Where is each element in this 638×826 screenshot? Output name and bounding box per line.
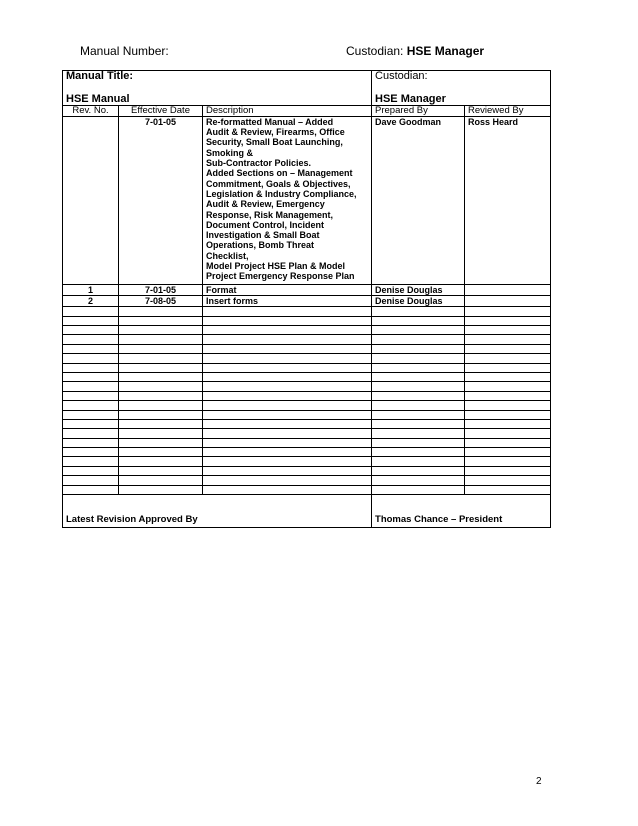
table-row bbox=[63, 284, 551, 295]
empty-row bbox=[63, 429, 551, 438]
empty-cell bbox=[203, 307, 372, 316]
empty-cell bbox=[372, 391, 465, 400]
effective-date-cell: 7-01-05 bbox=[119, 116, 203, 284]
empty-cell bbox=[372, 344, 465, 353]
empty-cell bbox=[372, 448, 465, 457]
empty-cell bbox=[63, 307, 119, 316]
rev-no-cell bbox=[63, 116, 119, 284]
empty-cell bbox=[203, 344, 372, 353]
column-header: Description bbox=[203, 105, 372, 116]
manual-title-value: HSE Manual bbox=[66, 93, 130, 106]
empty-cell bbox=[119, 335, 203, 344]
empty-cell bbox=[372, 363, 465, 372]
empty-row bbox=[63, 307, 551, 316]
empty-row bbox=[63, 457, 551, 466]
empty-cell bbox=[63, 485, 119, 494]
empty-row bbox=[63, 438, 551, 447]
empty-cell bbox=[203, 316, 372, 325]
empty-cell bbox=[465, 466, 551, 475]
empty-cell bbox=[119, 391, 203, 400]
empty-cell bbox=[465, 363, 551, 372]
empty-cell bbox=[203, 401, 372, 410]
empty-cell bbox=[63, 401, 119, 410]
empty-row bbox=[63, 354, 551, 363]
column-header: Effective Date bbox=[119, 105, 203, 116]
empty-cell bbox=[119, 410, 203, 419]
empty-cell bbox=[465, 344, 551, 353]
table-row bbox=[63, 116, 551, 284]
empty-cell bbox=[203, 391, 372, 400]
reviewed-by-cell: Ross Heard bbox=[465, 116, 551, 284]
description-line: Project Emergency Response Plan bbox=[206, 271, 355, 282]
table-row bbox=[63, 295, 551, 306]
custodian-value: HSE Manager bbox=[375, 93, 446, 106]
empty-cell bbox=[203, 419, 372, 428]
description-cell: Format bbox=[203, 284, 372, 295]
empty-cell bbox=[372, 326, 465, 335]
empty-cell bbox=[203, 382, 372, 391]
custodian-cell bbox=[372, 71, 551, 106]
custodian-header-label: Custodian: bbox=[346, 44, 404, 58]
empty-cell bbox=[63, 476, 119, 485]
description-cell bbox=[203, 116, 372, 284]
empty-cell bbox=[372, 419, 465, 428]
empty-cell bbox=[203, 476, 372, 485]
prepared-by-cell: Denise Douglas bbox=[372, 284, 465, 295]
empty-cell bbox=[119, 476, 203, 485]
custodian-label: Custodian: bbox=[375, 70, 428, 82]
description-line: Re-formatted Manual – Added bbox=[206, 116, 334, 127]
description-line: Smoking & bbox=[206, 147, 254, 158]
empty-cell bbox=[203, 354, 372, 363]
empty-cell bbox=[63, 363, 119, 372]
empty-cell bbox=[203, 457, 372, 466]
empty-row bbox=[63, 335, 551, 344]
empty-cell bbox=[203, 429, 372, 438]
empty-cell bbox=[372, 466, 465, 475]
approval-row bbox=[63, 495, 551, 528]
rev-no-cell: 2 bbox=[63, 295, 119, 306]
empty-cell bbox=[372, 485, 465, 494]
reviewed-by-cell bbox=[465, 295, 551, 306]
empty-cell bbox=[63, 326, 119, 335]
empty-cell bbox=[465, 354, 551, 363]
description-line: Model Project HSE Plan & Model bbox=[206, 261, 346, 272]
empty-cell bbox=[119, 429, 203, 438]
description-line: Legislation & Industry Compliance, bbox=[206, 188, 357, 199]
empty-cell bbox=[119, 354, 203, 363]
empty-row bbox=[63, 316, 551, 325]
empty-cell bbox=[465, 419, 551, 428]
empty-cell bbox=[63, 354, 119, 363]
empty-cell bbox=[465, 391, 551, 400]
empty-row bbox=[63, 363, 551, 372]
description-line: Response, Risk Management, bbox=[206, 209, 334, 220]
empty-cell bbox=[119, 363, 203, 372]
empty-cell bbox=[63, 335, 119, 344]
empty-cell bbox=[465, 382, 551, 391]
manual-number-label: Manual Number: bbox=[80, 44, 169, 58]
empty-cell bbox=[63, 382, 119, 391]
empty-cell bbox=[63, 457, 119, 466]
empty-cell bbox=[63, 419, 119, 428]
page-header bbox=[80, 44, 552, 58]
empty-cell bbox=[203, 372, 372, 381]
empty-cell bbox=[372, 429, 465, 438]
column-header: Prepared By bbox=[372, 105, 465, 116]
empty-cell bbox=[203, 485, 372, 494]
approval-label: Latest Revision Approved By bbox=[63, 495, 372, 528]
page-number: 2 bbox=[536, 776, 542, 787]
column-header: Rev. No. bbox=[63, 105, 119, 116]
empty-cell bbox=[119, 438, 203, 447]
empty-cell bbox=[119, 344, 203, 353]
empty-cell bbox=[203, 438, 372, 447]
empty-cell bbox=[63, 410, 119, 419]
empty-cell bbox=[465, 485, 551, 494]
description-line: Investigation & Small Boat bbox=[206, 230, 320, 241]
manual-title-label: Manual Title: bbox=[66, 70, 134, 82]
empty-row bbox=[63, 382, 551, 391]
empty-row bbox=[63, 485, 551, 494]
empty-row bbox=[63, 419, 551, 428]
empty-cell bbox=[63, 438, 119, 447]
empty-cell bbox=[465, 448, 551, 457]
rev-no-cell: 1 bbox=[63, 284, 119, 295]
empty-cell bbox=[372, 335, 465, 344]
empty-cell bbox=[372, 438, 465, 447]
empty-cell bbox=[203, 448, 372, 457]
empty-row bbox=[63, 401, 551, 410]
description-line: Sub-Contractor Policies. bbox=[206, 158, 312, 169]
empty-row bbox=[63, 326, 551, 335]
description-line: Added Sections on – Management bbox=[206, 168, 353, 179]
empty-row bbox=[63, 476, 551, 485]
empty-cell bbox=[465, 335, 551, 344]
title-row bbox=[63, 71, 551, 106]
empty-cell bbox=[119, 316, 203, 325]
custodian-header-value: HSE Manager bbox=[406, 44, 485, 58]
empty-cell bbox=[119, 401, 203, 410]
prepared-by-cell: Dave Goodman bbox=[372, 116, 465, 284]
description-line: Document Control, Incident bbox=[206, 219, 324, 230]
empty-cell bbox=[372, 354, 465, 363]
empty-row bbox=[63, 466, 551, 475]
empty-row bbox=[63, 410, 551, 419]
empty-cell bbox=[465, 401, 551, 410]
empty-cell bbox=[63, 372, 119, 381]
empty-cell bbox=[372, 410, 465, 419]
empty-cell bbox=[465, 307, 551, 316]
empty-cell bbox=[63, 391, 119, 400]
description-line: Commitment, Goals & Objectives, bbox=[206, 178, 351, 189]
custodian-header bbox=[346, 44, 484, 58]
empty-cell bbox=[63, 466, 119, 475]
revision-table bbox=[62, 70, 551, 528]
empty-cell bbox=[465, 316, 551, 325]
empty-row bbox=[63, 391, 551, 400]
empty-cell bbox=[465, 410, 551, 419]
empty-cell bbox=[203, 335, 372, 344]
empty-cell bbox=[119, 419, 203, 428]
empty-cell bbox=[372, 401, 465, 410]
empty-row bbox=[63, 344, 551, 353]
effective-date-cell: 7-01-05 bbox=[119, 284, 203, 295]
empty-cell bbox=[203, 466, 372, 475]
empty-cell bbox=[372, 307, 465, 316]
empty-cell bbox=[203, 410, 372, 419]
manual-title-cell bbox=[63, 71, 372, 106]
reviewed-by-cell bbox=[465, 284, 551, 295]
empty-cell bbox=[372, 372, 465, 381]
empty-cell bbox=[372, 316, 465, 325]
empty-cell bbox=[119, 382, 203, 391]
empty-cell bbox=[203, 363, 372, 372]
empty-cell bbox=[63, 429, 119, 438]
effective-date-cell: 7-08-05 bbox=[119, 295, 203, 306]
empty-cell bbox=[119, 448, 203, 457]
empty-cell bbox=[63, 448, 119, 457]
empty-cell bbox=[119, 485, 203, 494]
empty-cell bbox=[465, 429, 551, 438]
empty-cell bbox=[465, 326, 551, 335]
empty-row bbox=[63, 372, 551, 381]
empty-cell bbox=[372, 457, 465, 466]
approval-value: Thomas Chance – President bbox=[372, 495, 551, 528]
empty-cell bbox=[465, 372, 551, 381]
empty-cell bbox=[119, 466, 203, 475]
column-header-row bbox=[63, 105, 551, 116]
empty-cell bbox=[465, 457, 551, 466]
description-line: Audit & Review, Firearms, Office bbox=[206, 127, 345, 138]
description-line: Audit & Review, Emergency bbox=[206, 199, 325, 210]
empty-cell bbox=[63, 344, 119, 353]
empty-cell bbox=[119, 457, 203, 466]
empty-cell bbox=[119, 372, 203, 381]
description-cell: Insert forms bbox=[203, 295, 372, 306]
empty-row bbox=[63, 448, 551, 457]
empty-cell bbox=[465, 438, 551, 447]
empty-cell bbox=[372, 476, 465, 485]
empty-cell bbox=[465, 476, 551, 485]
column-header: Reviewed By bbox=[465, 105, 551, 116]
empty-cell bbox=[119, 326, 203, 335]
description-line: Security, Small Boat Launching, bbox=[206, 137, 343, 148]
prepared-by-cell: Denise Douglas bbox=[372, 295, 465, 306]
empty-cell bbox=[372, 382, 465, 391]
empty-cell bbox=[203, 326, 372, 335]
empty-cell bbox=[119, 307, 203, 316]
description-line: Checklist, bbox=[206, 250, 249, 261]
empty-cell bbox=[63, 316, 119, 325]
description-line: Operations, Bomb Threat bbox=[206, 240, 315, 251]
